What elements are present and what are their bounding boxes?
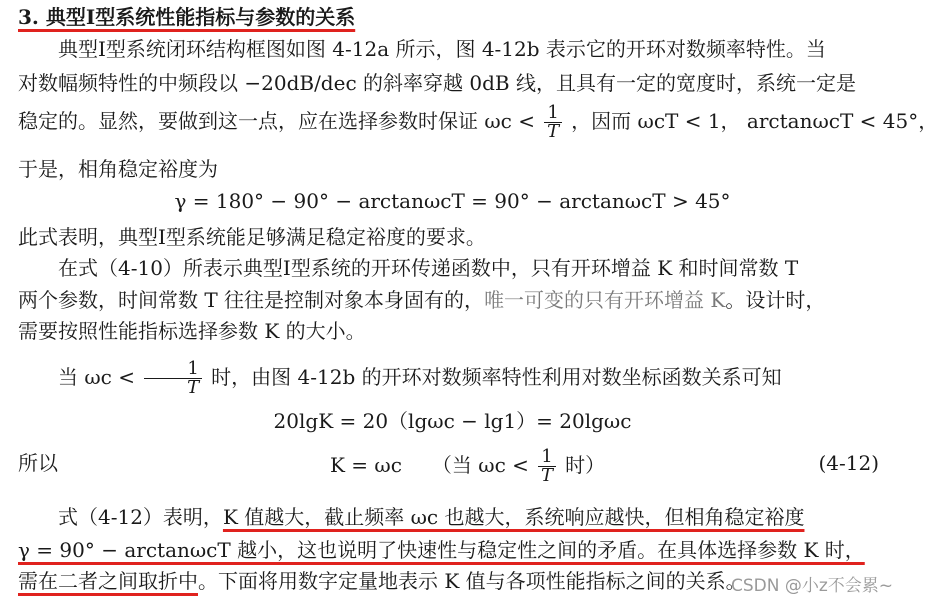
paragraph-text: 需要按照性能指标选择参数 K 的大小。 xyxy=(18,319,366,343)
paragraph-text: 此式表明，典型Ⅰ型系统能足够满足稳定裕度的要求。 xyxy=(18,225,486,249)
paragraph-text: 。下面将用数字定量地表示 K 值与各项性能指标之间的关系。 xyxy=(198,569,746,593)
equation-number: (4-12) xyxy=(818,451,879,475)
fraction-denominator: T xyxy=(187,377,200,398)
paragraph-text: 对数幅频特性的中频段以 −20dB/dec 的斜率穿越 0dB 线，且具有一定的宽度时，系统一定是 xyxy=(18,71,856,95)
equation-text: 20lgK = 20（lgωc − lg1）= 20lgωc xyxy=(273,409,632,433)
paragraph-text: 稳定的。显然，要做到这一点，应在选择参数时保证 ωc < xyxy=(18,109,535,133)
paragraph-text: 。设计时， xyxy=(725,288,826,312)
fraction xyxy=(538,448,555,485)
paragraph-line xyxy=(18,535,893,565)
section-heading-text: 3. 典型Ⅰ型系统性能指标与参数的关系 xyxy=(18,5,356,29)
paragraph-line xyxy=(18,154,893,184)
paragraph-text: 于是，相角稳定裕度为 xyxy=(18,157,218,181)
paragraph-line xyxy=(18,102,938,142)
fraction xyxy=(544,104,561,141)
paragraph-text: 式（4-12）表明， xyxy=(58,505,223,529)
equation-1 xyxy=(0,186,905,216)
equation-text: K = ωc （当 ωc < xyxy=(330,453,529,477)
fraction-denominator: T xyxy=(540,465,553,486)
paragraph-text: 在式（4-10）所表示典型Ⅰ型系统的开环传递函数中，只有开环增益 K 和时间常数 T xyxy=(58,256,799,280)
fraction-numerator: 1 xyxy=(144,360,201,379)
paragraph-line xyxy=(18,68,893,98)
fraction xyxy=(144,360,201,397)
equation-text: 时） xyxy=(565,453,606,477)
fraction-numerator: 1 xyxy=(544,104,561,123)
paragraph-text: 典型Ⅰ型系统闭环结构框图如图 4-12a 所示，图 4-12b 表示它的开环对数频率特性。当 xyxy=(58,37,826,61)
watermark: CSDN @小z不会累~ xyxy=(730,576,893,596)
underlined-text: 需在二者之间取折中 xyxy=(18,569,198,593)
equation-2 xyxy=(0,406,905,436)
equation-text: γ = 180° − 90° − arctanωcT = 90° − arctanωcT > 45° xyxy=(174,189,731,213)
paragraph-line xyxy=(18,285,893,315)
fraction-denominator: T xyxy=(547,121,560,142)
paragraph-text: 所以 xyxy=(18,451,58,475)
paragraph-text: 两个参数，时间常数 T 往往是控制对象本身固有的， xyxy=(18,288,485,312)
paragraph-line xyxy=(18,502,893,532)
fraction-numerator: 1 xyxy=(538,448,555,467)
paragraph-line xyxy=(18,360,893,397)
faint-text: 唯一可变的只有开环增益 K xyxy=(484,288,726,312)
underlined-text: γ = 90° − arctanωcT 越小，这也说明了快速性与稳定性之间的矛盾。在具体选择参数 K 时， xyxy=(18,538,865,562)
paragraph-text: ，因而 ωcT < 1， arctanωcT < 45°， xyxy=(571,109,938,133)
paragraph-text: 当 ωc < xyxy=(58,365,135,389)
section-heading xyxy=(18,2,893,32)
paragraph-line xyxy=(18,222,893,252)
equation-3 xyxy=(330,448,605,485)
paragraph-line xyxy=(18,34,893,64)
paragraph-line xyxy=(18,316,893,346)
equation-3-row xyxy=(18,446,893,486)
paragraph-line xyxy=(18,253,893,283)
underlined-text: K 值越大，截止频率 ωc 也越大，系统响应越快，但相角稳定裕度 xyxy=(222,505,805,529)
paragraph-text: 时，由图 4-12b 的开环对数频率特性利用对数坐标函数关系可知 xyxy=(211,365,782,389)
